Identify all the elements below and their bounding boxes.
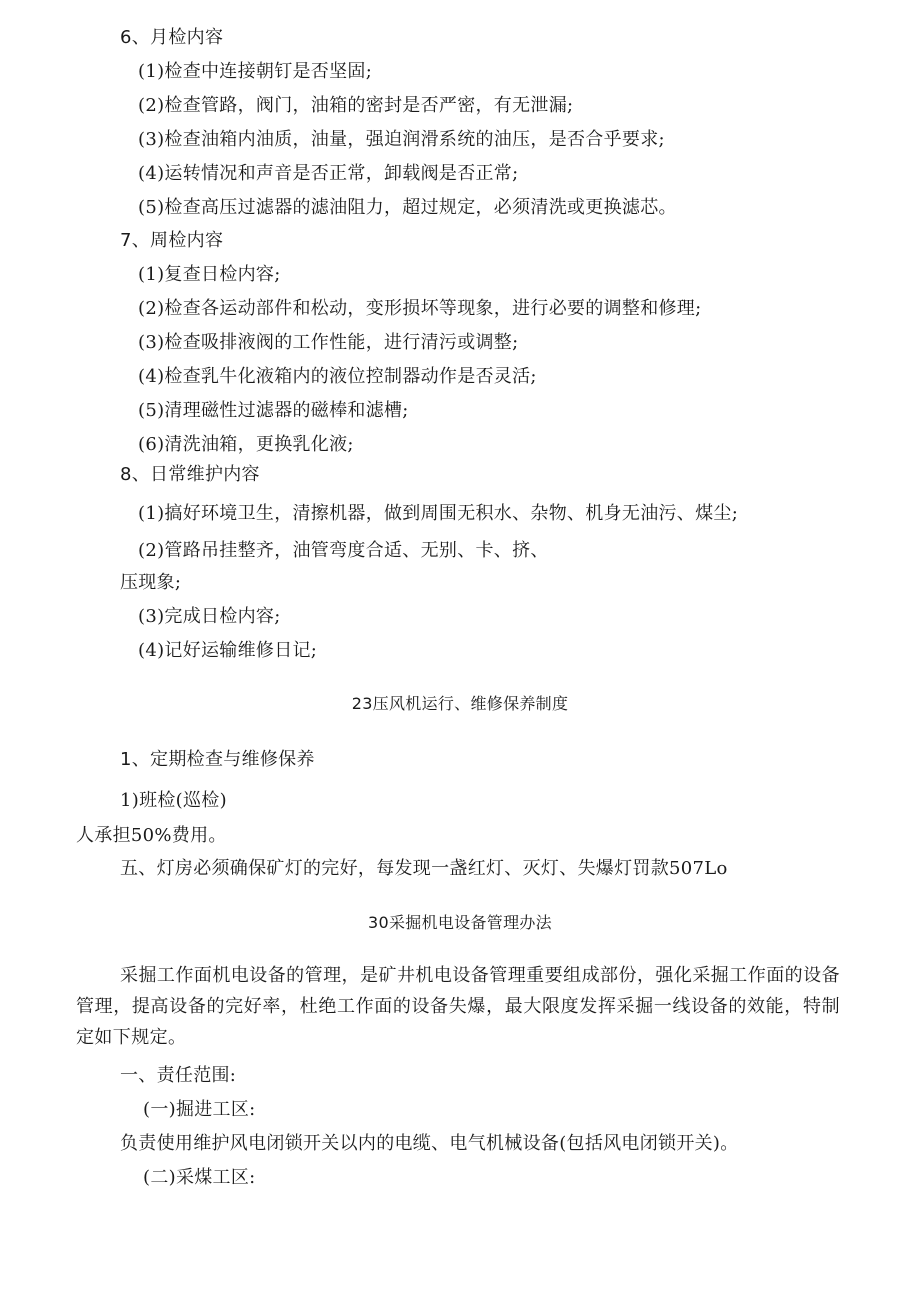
list-item: (1)检查中连接朝钉是否坚固; (138, 61, 373, 82)
section-23-heading: 23压风机运行、维修保养制度 (351, 694, 569, 713)
weekly-inspection-title: 7、周检内容 (120, 230, 224, 251)
scope-title: 一、责任范围: (120, 1065, 237, 1086)
daily-maintenance-title: 8、日常维护内容 (120, 464, 260, 485)
scope-item-1: (一)掘进工区: (143, 1099, 256, 1120)
scope-item-2: (二)采煤工区: (143, 1167, 256, 1188)
list-item: (6)清洗油箱，更换乳化液; (138, 434, 354, 455)
text-fragment: 人承担50%费用。 (76, 825, 227, 846)
list-item: (4)记好运输维修日记; (138, 640, 318, 661)
list-item: (4)检查乳牛化液箱内的液位控制器动作是否灵活; (138, 366, 537, 387)
section-23-item-1: 1、定期检查与维修保养 (120, 749, 315, 770)
list-item: (5)清理磁性过滤器的磁棒和滤槽; (138, 400, 409, 421)
list-item: (1)搞好环境卫生，清擦机器，做到周围无积水、杂物、机身无油污、煤尘; (138, 503, 739, 524)
list-item: (2)管路吊挂整齐，油管弯度合适、无别、卡、挤、 (138, 540, 549, 561)
list-item: (2)检查管路，阀门，油箱的密封是否严密，有无泄漏; (138, 95, 574, 116)
list-item: (3)完成日检内容; (138, 606, 281, 627)
list-item-continuation: 压现象; (120, 572, 182, 593)
list-item: (4)运转情况和声音是否正常，卸载阀是否正常; (138, 163, 519, 184)
list-item: (3)检查油箱内油质，油量，强迫润滑系统的油压，是否合乎要求; (138, 129, 665, 150)
section-30-paragraph: 采掘工作面机电设备的管理，是矿井机电设备管理重要组成部份，强化采掘工作面的设备管理，提高设备的完好率，杜绝工作面的设备失爆，最大限度发挥采掘一线设备的效能，特制定如下规定。 (76, 965, 840, 1048)
list-item: (2)检查各运动部件和松动，变形损坏等现象，进行必要的调整和修理; (138, 298, 702, 319)
list-item: (5)检查高压过滤器的滤油阻力，超过规定，必须清洗或更换滤芯。 (138, 197, 677, 218)
scope-item-1-desc: 负责使用维护风电闭锁开关以内的电缆、电气机械设备(包括风电闭锁开关)。 (120, 1133, 739, 1154)
section-30-heading: 30采掘机电设备管理办法 (368, 913, 552, 932)
list-item: (1)复查日检内容; (138, 264, 281, 285)
monthly-inspection-title: 6、月检内容 (120, 27, 224, 48)
list-item: (3)检查吸排液阀的工作性能，进行清污或调整; (138, 332, 519, 353)
section-23-item-1a: 1)班检(巡检) (120, 790, 227, 811)
section-23-item-5: 五、灯房必须确保矿灯的完好，每发现一盏红灯、灭灯、失爆灯罚款507Lo (120, 858, 728, 879)
